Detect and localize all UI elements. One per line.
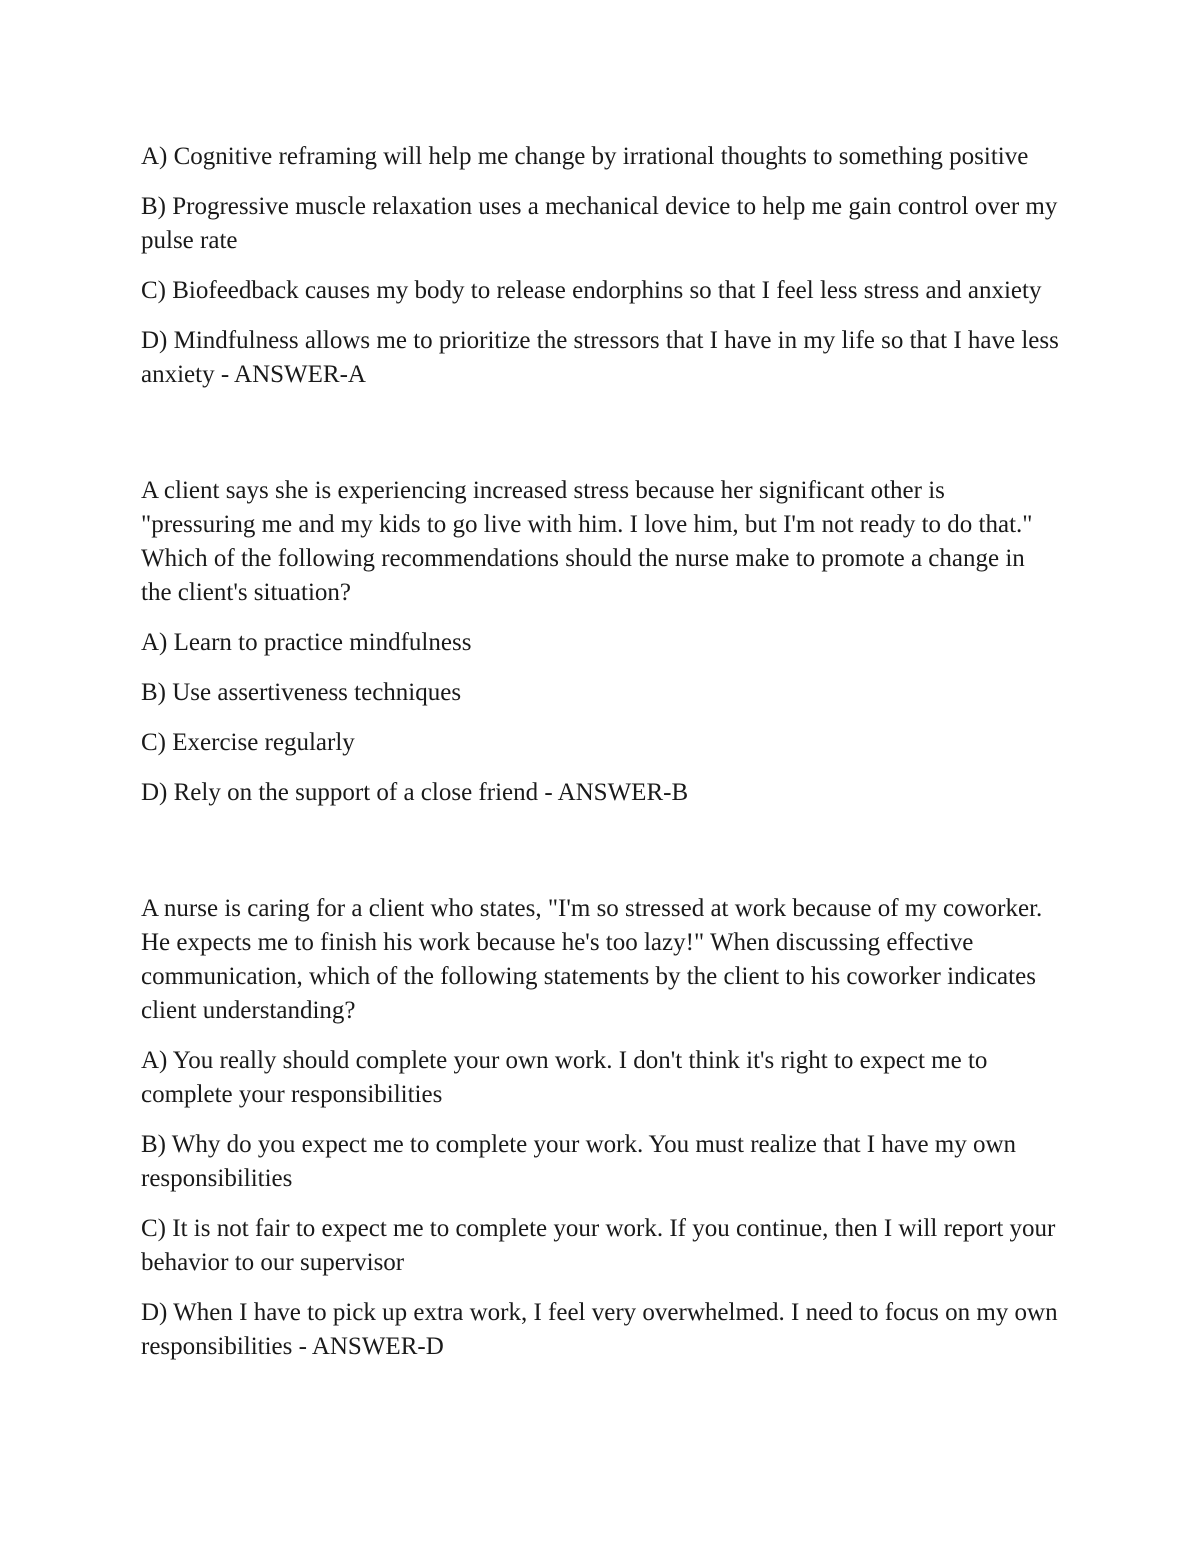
answer-option-a: A) Learn to practice mindfulness [141,629,472,656]
question-text: A client says she is experiencing increased stress because her significant other is "pressuring me and my kids to go live with him. I love him, but I'm not ready to do that." Which of the following recommendations should the nurse make to promote a change in the client's situation? [141,477,1033,606]
answer-option-d: D) When I have to pick up extra work, I feel very overwhelmed. I need to focus on my own responsibilities - ANSWER-D [141,1299,1058,1360]
answer-option-c: C) Biofeedback causes my body to release endorphins so that I feel less stress and anxiety [141,277,1042,304]
answer-option-c: C) Exercise regularly [141,729,355,756]
answer-option-d: D) Rely on the support of a close friend - ANSWER-B [141,779,689,806]
document-content [141,140,1061,1380]
question-block-2 [141,474,1061,810]
block-spacer [141,826,1061,892]
question-text: A nurse is caring for a client who states, "I'm so stressed at work because of my coworker. He expects me to finish his work because he's too lazy!" When discussing effective communication, which of the following statements by the client to his coworker indicates client understanding? [141,895,1043,1024]
answer-option-b: B) Why do you expect me to complete your work. You must realize that I have my own responsibilities [141,1131,1017,1192]
question-block-3 [141,892,1061,1364]
answer-option-a: A) You really should complete your own work. I don't think it's right to expect me to complete your responsibilities [141,1047,988,1108]
answer-option-b: B) Progressive muscle relaxation uses a mechanical device to help me gain control over my pulse rate [141,193,1058,254]
question-block-1 [141,140,1061,392]
block-spacer [141,408,1061,474]
answer-option-d: D) Mindfulness allows me to prioritize the stressors that I have in my life so that I have less anxiety - ANSWER-A [141,327,1059,388]
answer-option-c: C) It is not fair to expect me to complete your work. If you continue, then I will report your behavior to our supervisor [141,1215,1056,1276]
answer-option-a: A) Cognitive reframing will help me change by irrational thoughts to something positive [141,143,1029,170]
answer-option-b: B) Use assertiveness techniques [141,679,462,706]
